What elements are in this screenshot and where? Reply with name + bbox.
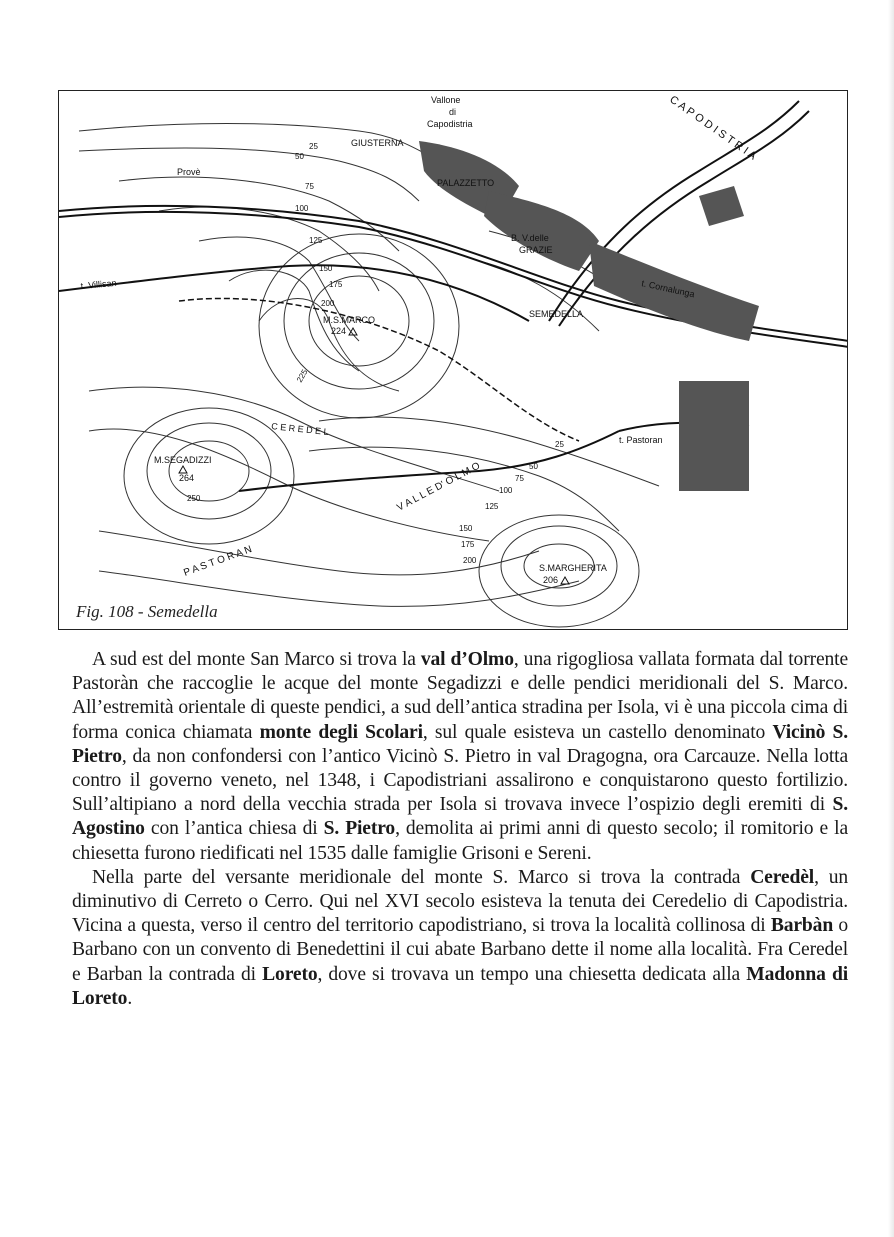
contour-label: 225	[294, 367, 310, 384]
text-run: , una rigogliosa vallata formata dal torrente Pastoràn che raccoglie le acque del monte Segadizzi e delle pendici meridionali del S. Marco. All’estremità orientale di queste pendici, a sud dell’antica stradina per Isola, vi è una piccola cima di forma conica chiamata	[72, 649, 848, 743]
contour-line	[259, 299, 399, 392]
map-label: SEMEDELLA	[529, 309, 584, 319]
map-label: V A L L E D' O L M O	[395, 460, 483, 514]
contour-label: 75	[515, 474, 524, 483]
contour-label: 50	[529, 462, 538, 471]
map-label: t. Pastoran	[619, 435, 663, 445]
contour-label: 125	[309, 236, 323, 245]
map-label: M.S.MARCO	[323, 315, 376, 325]
text-run: , da non confondersi con l’antico Vicinò S. Pietro in val Dragogna, ora Carcauze. Nella lotta contro il governo veneto, nel 1348, i Capodistriani assalirono e conquistarono questo fortilizio. Sull’altipiano a nord della vecchia strada per Isola si trovava invece l’ospizio degli eremiti di	[72, 745, 848, 816]
map-label: GRAZIE	[519, 245, 553, 255]
map-label: Capodistria	[427, 119, 473, 129]
bold-term: S. Pietro	[323, 818, 396, 840]
text-run: A sud est del monte San Marco si trova la	[92, 649, 421, 670]
contour-label: 25	[555, 440, 564, 449]
summit-marker	[179, 466, 187, 473]
contour-ring	[259, 234, 459, 418]
contour-line	[319, 417, 659, 486]
map-label: t. Villisan	[80, 277, 117, 291]
text-run: Nella parte del versante meridionale del monte S. Marco si trova la contrada	[92, 866, 751, 888]
contour-label: 250	[187, 494, 201, 503]
text-run: .	[127, 987, 133, 1009]
map-figure	[58, 90, 848, 630]
bold-term: S. Agostino	[72, 794, 848, 840]
contour-line	[99, 531, 539, 575]
contour-label: 175	[461, 540, 475, 549]
text-run: , dove si trovava un tempo una chiesetta dedicata alla	[317, 963, 747, 985]
paragraph-1	[72, 648, 848, 866]
text-run: , sul quale esisteva un castello denominato	[422, 721, 773, 743]
road	[59, 265, 529, 321]
semedella-map	[59, 91, 848, 630]
contour-label: 150	[319, 264, 333, 273]
map-label: C E R E D E L	[270, 421, 330, 438]
bold-term: Loreto	[262, 963, 318, 985]
map-label: M.SEGADIZZI	[154, 455, 212, 465]
text-run: o Barbano con un convento di Benedettini il cui abate Barbano dette il nome alla località. Fra Ceredel e Barban la contrada di	[72, 915, 848, 985]
contour-line	[119, 177, 399, 251]
contour-line	[309, 447, 619, 531]
contour-ring	[147, 423, 271, 519]
map-label: 206	[543, 575, 559, 585]
map-label: 264	[179, 473, 195, 483]
bold-term: monte degli Scolari	[259, 721, 423, 743]
contour-label: 100	[295, 204, 309, 213]
map-label: di	[449, 107, 457, 117]
map-label: B. V.delle	[511, 233, 549, 243]
map-label: P A S T O R A N	[182, 543, 254, 579]
text-run: con l’antica chiesa di	[144, 818, 324, 840]
contour-label: 25	[309, 142, 318, 151]
contour-label: 175	[329, 280, 343, 289]
contour-label: 50	[295, 152, 304, 161]
text-run: , demolita ai primi anni di questo secolo; il romitorio e la chiesetta furono riedificati nel 1535 dalle famiglie Grisoni e Sereni.	[72, 818, 848, 864]
bold-term: Madonna di Loreto	[72, 963, 848, 1009]
map-label: t. Cornalunga	[640, 278, 696, 300]
urban-area-palazzetto	[484, 191, 599, 271]
contour-label: 150	[459, 524, 473, 533]
contour-label: 200	[463, 556, 477, 565]
urban-area-south	[679, 381, 749, 491]
railway	[179, 298, 579, 441]
contour-label: 125	[485, 502, 499, 511]
contour-label: 75	[305, 182, 314, 191]
map-label: S.MARGHERITA	[539, 563, 607, 573]
text-run: , un diminutivo di Cerreto o Cerro. Qui nel XVI secolo esisteva la tenuta dei Ceredelio di Capodistria. Vicina a questa, verso il centro del territorio capodistriano, si trova la località collinosa di	[72, 866, 848, 937]
urban-area-east	[699, 186, 744, 226]
map-label: Vallone	[431, 95, 461, 105]
paragraph-2	[72, 866, 848, 1011]
contour-line	[79, 148, 419, 201]
bold-term: Ceredèl	[750, 866, 815, 888]
bold-term: Vicinò S. Pietro	[72, 721, 849, 767]
map-label-capodistria: C A P O D I S T R I A	[667, 93, 759, 163]
figure-caption: Fig. 108 - Semedella	[76, 602, 218, 621]
map-label: GIUSTERNA	[351, 138, 404, 148]
page-edge-shadow	[888, 0, 894, 1237]
map-label: 224	[331, 326, 347, 336]
contour-label: 100	[499, 486, 513, 495]
body-text	[72, 648, 848, 1011]
map-label: Provè	[177, 167, 201, 177]
bold-term: val d’Olmo	[420, 649, 514, 670]
bold-term: Barbàn	[770, 915, 834, 937]
summit-marker	[561, 577, 569, 584]
map-label: PALAZZETTO	[437, 178, 495, 188]
contour-label: 200	[321, 299, 335, 308]
